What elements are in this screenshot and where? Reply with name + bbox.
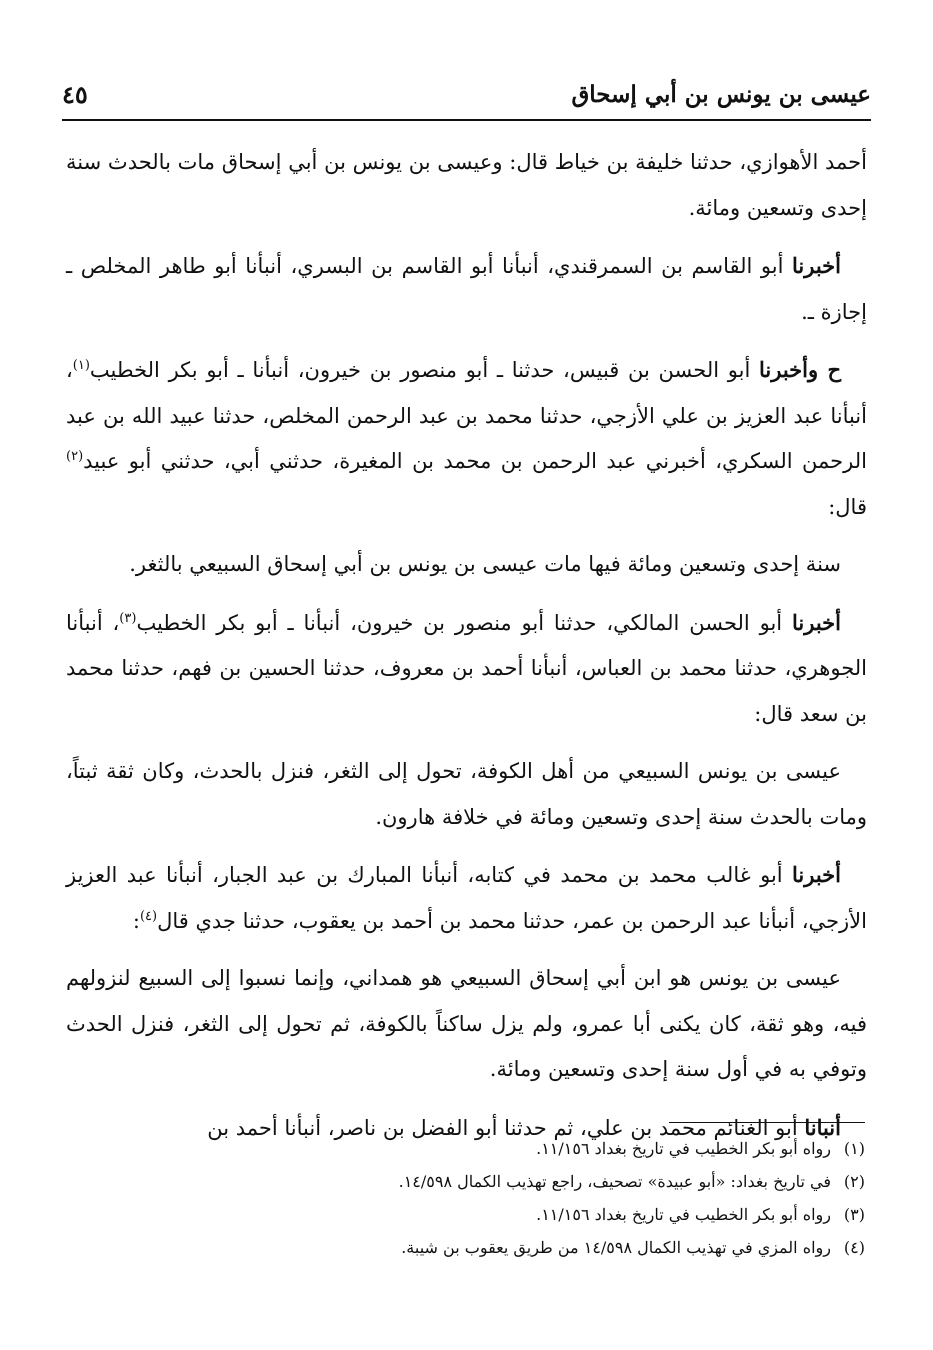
footnotes xyxy=(66,1132,865,1264)
paragraph-2: أخبرنا أبو القاسم بن السمرقندي، أنبأنا أبو القاسم بن البسري، أنبأنا أبو طاهر المخلص ـ إجازة ـ. xyxy=(66,253,867,324)
paragraph-lead: أخبرنا xyxy=(792,862,841,887)
footnote-ref: (٢) xyxy=(66,449,84,464)
footnote-ref: (٣) xyxy=(119,610,137,626)
footnote-ref: (٤) xyxy=(139,908,158,924)
header-divider xyxy=(62,119,871,121)
footnote-4: (٤)رواه المزي في تهذيب الكمال ١٤/٥٩٨ من طريق يعقوب بن شيبة. xyxy=(66,1231,865,1264)
page-number: ٤٥ xyxy=(62,79,88,109)
footnote-ref: (١) xyxy=(72,358,90,373)
running-title: عيسى بن يونس بن أبي إسحاق xyxy=(571,80,871,108)
footnote-number: (٤) xyxy=(843,1238,865,1257)
paragraph-3: ح وأخبرنا أبو الحسن بن قبيس، حدثنا ـ أبو منصور بن خيرون، أنبأنا ـ أبو بكر الخطيب$^{(١)}$، أنبأنا عبد العزيز بن علي الأزجي، حدثنا محمد بن عبد الرحمن المخلص، حدثنا عبيد الله بن عبد الرحمن السكري، أخبرني عبد الرحمن بن محمد بن المغيرة، حدثني أبي، حدثني أبو عبيد$^{(٢)}$ قال: xyxy=(66,357,867,519)
paragraph-5: أخبرنا أبو الحسن المالكي، حدثنا أبو منصور بن خيرون، أنبأنا ـ أبو بكر الخطيب$^{(٣)}$، أنبأنا الجوهري، حدثنا محمد بن العباس، أنبأنا أحمد بن معروف، حدثنا الحسين بن فهم، حدثنا محمد بن سعد قال: xyxy=(66,609,867,726)
paragraph-4: سنة إحدى وتسعين ومائة فيها مات عيسى بن يونس بن أبي إسحاق السبيعي بالثغر. xyxy=(129,552,841,576)
paragraph-1: أحمد الأهوازي، حدثنا خليفة بن خياط قال: وعيسى بن يونس بن أبي إسحاق مات بالحدث سنة إحدى وتسعين ومائة. xyxy=(66,150,867,220)
main-text xyxy=(66,140,867,1163)
footnote-3: (٣)رواه أبو بكر الخطيب في تاريخ بغداد ١١/١٥٦. xyxy=(66,1198,865,1231)
footnote-number: (١) xyxy=(843,1139,865,1158)
paragraph-lead: ح وأخبرنا xyxy=(758,357,841,382)
page-header xyxy=(62,72,871,116)
footnote-number: (٣) xyxy=(843,1205,865,1224)
footnote-divider xyxy=(669,1122,865,1123)
paragraph-lead: أخبرنا xyxy=(792,253,841,278)
paragraph-9: أنبانا أبو الغنائم محمد بن علي، ثم حدثنا أبو الفضل بن ناصر، أنبأنا أحمد بن xyxy=(207,1114,841,1140)
paragraph-6: عيسى بن يونس السبيعي من أهل الكوفة، تحول إلى الثغر، فنزل بالحدث، وكان ثقة ثبتاً، ومات بالحدث سنة إحدى وتسعين ومائة في خلافة هارون. xyxy=(66,759,867,829)
paragraph-lead: أخبرنا xyxy=(792,609,841,635)
footnote-number: (٢) xyxy=(843,1172,865,1191)
footnote-2: (٢)في تاريخ بغداد: «أبو عبيدة» تصحيف، راجع تهذيب الكمال ١٤/٥٩٨. xyxy=(66,1165,865,1198)
paragraph-7: أخبرنا أبو غالب محمد بن محمد في كتابه، أنبأنا المبارك بن عبد الجبار، أنبأنا عبد العزيز الأزجي، أنبأنا عبد الرحمن بن عمر، حدثنا محمد بن أحمد بن يعقوب، حدثنا جدي قال$^{(٤)}$: xyxy=(66,862,867,933)
paragraph-8: عيسى بن يونس هو ابن أبي إسحاق السبيعي هو همداني، وإنما نسبوا إلى السبيع لنزولهم فيه، وهو ثقة، كان يكنى أبا عمرو، ولم يزل ساكناً بالكوفة، ثم تحول إلى الثغر، فنزل الحدث وتوفي به في أول سنة إحدى وتسعين ومائة. xyxy=(66,966,867,1081)
paragraph-lead: أنبانا xyxy=(804,1114,841,1140)
footnote-1: (١)رواه أبو بكر الخطيب في تاريخ بغداد ١١/١٥٦. xyxy=(66,1132,865,1165)
